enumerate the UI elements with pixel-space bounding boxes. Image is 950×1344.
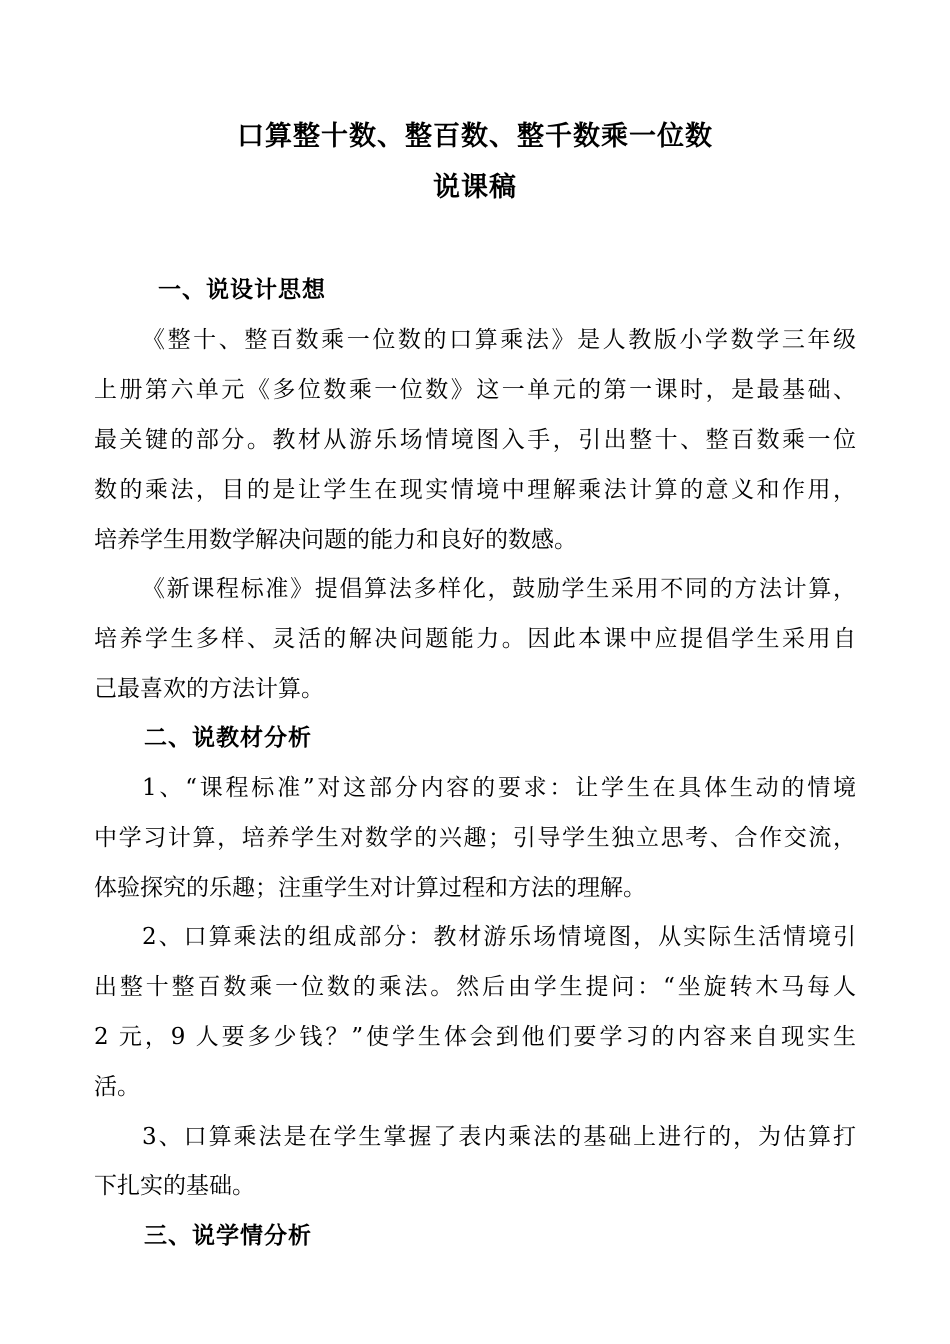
paragraph-line: 体验探究的乐趣；注重学生对计算过程和方法的理解。 [94,875,646,901]
paragraph-line: 培养学生多样、灵活的解决问题能力。因此本课中应提倡学生采用自 [94,626,856,652]
paragraph-line: 出整十整百数乘一位数的乘法。然后由学生提问：“坐旋转木马每人 [94,974,856,1000]
section-heading-students: 三、说学情分析 [144,1223,312,1249]
paragraph-line: 数的乘法，目的是让学生在现实情境中理解乘法计算的意义和作用， [94,477,856,503]
paragraph-line: 最关键的部分。教材从游乐场情境图入手，引出整十、整百数乘一位 [94,427,856,453]
paragraph-line: 下扎实的基础。 [94,1173,255,1199]
paragraph-line: 培养学生用数学解决问题的能力和良好的数感。 [94,527,577,553]
paragraph-line: 上册第六单元《多位数乘一位数》这一单元的第一课时，是最基础、 [94,377,856,403]
paragraph-line: 3、口算乘法是在学生掌握了表内乘法的基础上进行的，为估算打 [142,1124,856,1150]
paragraph-line: 2、口算乘法的组成部分：教材游乐场情境图，从实际生活情境引 [142,924,856,950]
paragraph-line: 中学习计算，培养学生对数学的兴趣；引导学生独立思考、合作交流， [94,825,856,851]
paragraph-line: 1、“课程标准”对这部分内容的要求：让学生在具体生动的情境 [142,775,856,801]
paragraph-line: 己最喜欢的方法计算。 [94,676,324,702]
paragraph-line: 2 元，9 人要多少钱？”使学生体会到他们要学习的内容来自现实生 [94,1024,856,1050]
section-heading-design: 一、说设计思想 [158,277,326,303]
paragraph-line: 《新课程标准》提倡算法多样化，鼓励学生采用不同的方法计算， [142,576,856,602]
paragraph-line: 活。 [94,1074,140,1100]
document-subtitle: 说课稿 [433,172,517,203]
paragraph-line: 《整十、整百数乘一位数的口算乘法》是人教版小学数学三年级 [142,327,856,353]
document-title: 口算整十数、整百数、整千数乘一位数 [237,121,713,152]
section-heading-textbook: 二、说教材分析 [144,725,312,751]
